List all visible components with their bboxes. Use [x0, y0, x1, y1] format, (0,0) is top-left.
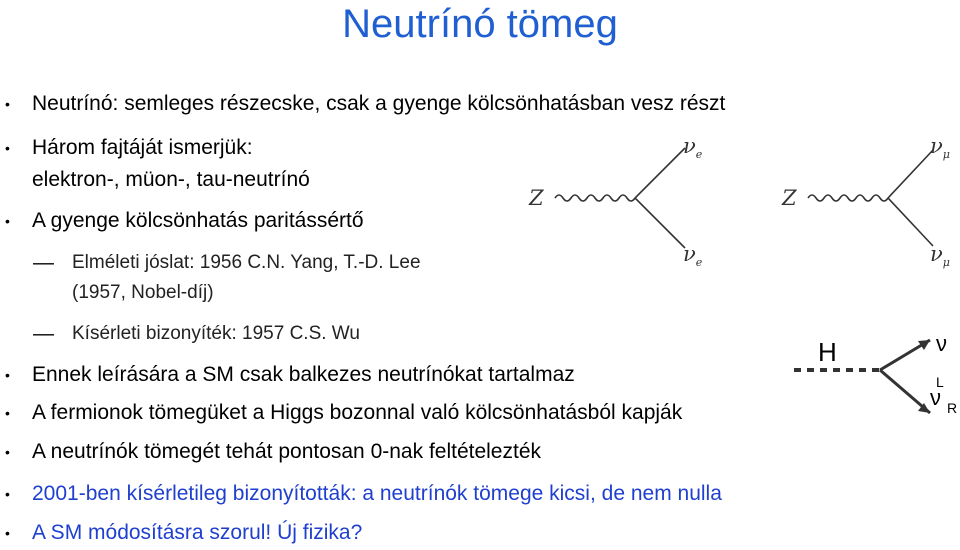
- feynman-lines: [525, 130, 735, 270]
- bullet-dot: •: [5, 525, 10, 541]
- bullet-dot: •: [5, 140, 10, 156]
- bullet-text: A fermionok tömegüket a Higgs bozonnal való kölcsönhatásból kapják: [32, 401, 683, 424]
- bullet-dot: •: [5, 96, 10, 112]
- neutrino-line-top: [888, 150, 933, 198]
- bullet-text: elektron-, müon-, tau-neutrínó: [32, 168, 310, 191]
- bullet-text: A neutrínók tömegét tehát pontosan 0-nak feltételezték: [32, 440, 542, 463]
- neutrino-line-top: [635, 148, 685, 198]
- feynman-diagram-z-muon-neutrino: [778, 130, 960, 270]
- bullet-text: Neutrínó: semleges részecske, csak a gyenge kölcsönhatásban vesz részt: [32, 92, 726, 115]
- bullet-text: Három fajtáját ismerjük:: [32, 136, 253, 159]
- neutrino-label-top: $\nu_\mu$: [930, 134, 950, 162]
- bullet-text-highlight: A SM módosításra szorul! Új fizika?: [32, 521, 363, 544]
- sub-bullet-text: Kísérleti bizonyíték: 1957 C.S. Wu: [72, 323, 360, 344]
- z-boson-label: Z: [782, 186, 797, 210]
- bullet-text: A gyenge kölcsönhatás paritássértő: [32, 209, 364, 232]
- bullet-text: Ennek leírására a SM csak balkezes neutrínókat tartalmaz: [32, 363, 575, 386]
- bullet-dot: •: [5, 486, 10, 502]
- sub-bullet-text: (1957, Nobel-díj): [72, 282, 214, 303]
- neutrino-right-symbol: ν: [930, 385, 941, 410]
- z-boson-wavy-line: [808, 195, 888, 201]
- z-boson-wavy-line: [555, 195, 635, 201]
- bullet-dot: •: [5, 213, 10, 229]
- z-boson-label: Z: [529, 186, 544, 210]
- neutrino-left-subscript: L: [936, 374, 944, 390]
- bullet-text-highlight: 2001-ben kísérletileg bizonyították: a neutrínók tömege kicsi, de nem nulla: [32, 482, 722, 505]
- neutrino-label-bottom: $\nu_\mu$: [930, 242, 950, 270]
- neutrino-right-subscript: R: [947, 400, 958, 416]
- slide-title: Neutrínó tömeg: [342, 2, 618, 46]
- sub-bullet-dash: —: [33, 251, 54, 274]
- neutrino-line-bottom: [888, 198, 933, 246]
- feynman-diagram-z-electron-neutrino: [525, 130, 735, 270]
- neutrino-line-bottom: [635, 198, 685, 248]
- bullet-dot: •: [5, 405, 10, 421]
- neutrino-label-top: $\nu_e$: [683, 134, 703, 162]
- neutrino-left-symbol: ν: [936, 331, 947, 356]
- sub-bullet-text: Elméleti jóslat: 1956 C.N. Yang, T.-D. Lee: [72, 252, 421, 273]
- neutrino-label-bottom: $\nu_e$: [683, 242, 703, 270]
- higgs-label: H: [818, 337, 837, 367]
- feynman-diagram-higgs-neutrino: [790, 325, 960, 450]
- sub-bullet-dash: —: [33, 322, 54, 345]
- bullet-dot: •: [5, 367, 10, 383]
- bullet-dot: •: [5, 444, 10, 460]
